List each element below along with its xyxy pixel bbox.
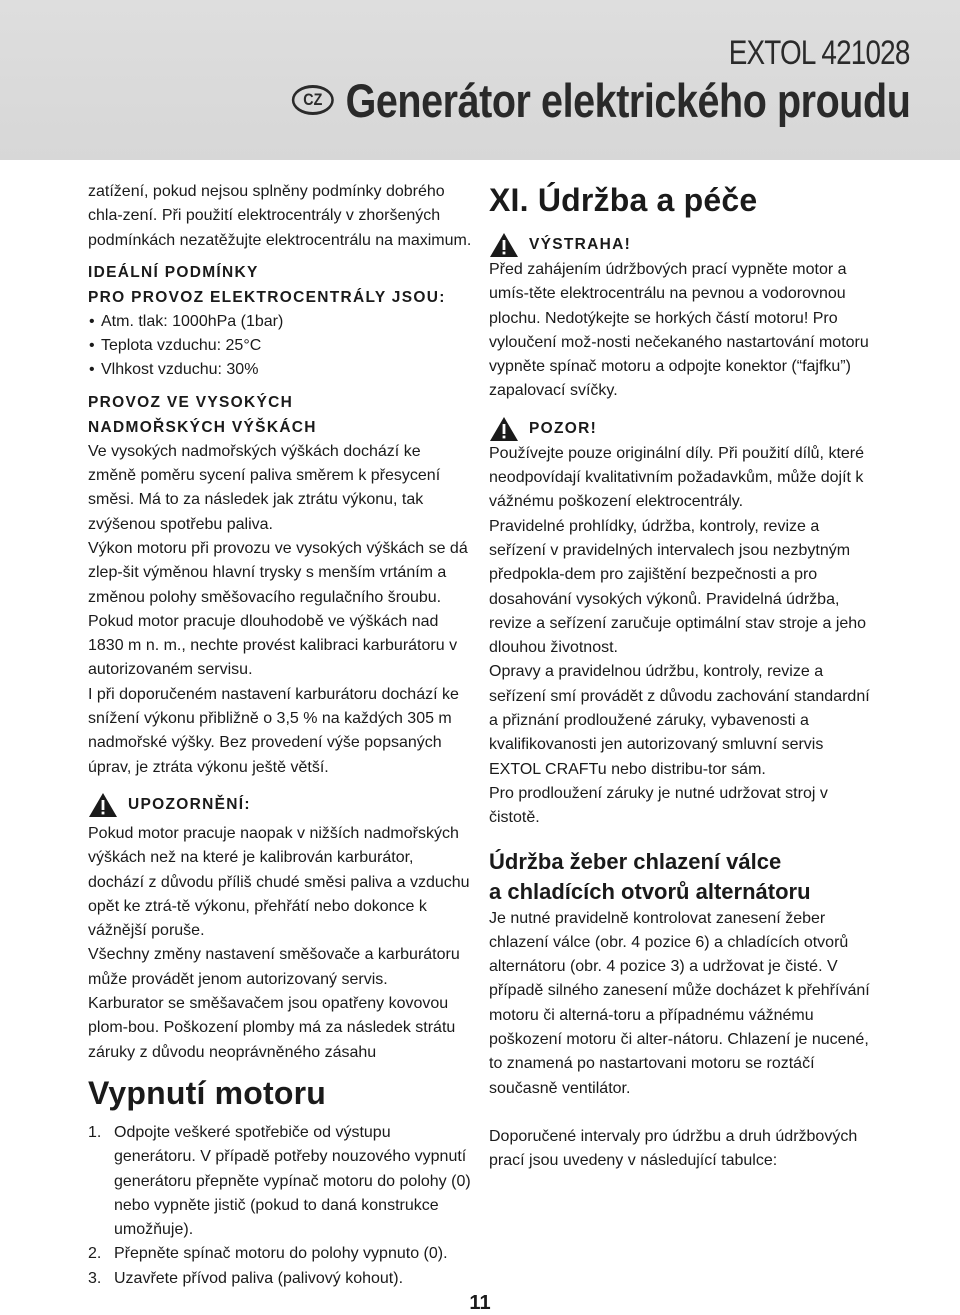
cooling-heading-line1: Údržba žeber chlazení válce: [489, 848, 782, 874]
altitude-paragraph-2: Výkon motoru při provozu ve vysokých výškách se dá zlep-šit výměnou hlavní trysky s menším vrtáním a změnou polohy směšovacího regulačního šroubu. Pokud motor pracuje dlouhodobě ve výškách nad 1830 m n. m., nechte provést kalibraci karburátoru v autorizovaném servisu.: [88, 539, 468, 679]
ideal-conditions-heading-line1: IDEÁLNÍ PODMÍNKY: [88, 263, 259, 281]
warning-triangle-icon: [489, 416, 519, 442]
danger-paragraph: Před zahájením údržbových prací vypněte motor a umís-těte elektrocentrálu na pevnou a vodorovnou plochu. Nedotýkejte se horkých částí motoru! Pro vyloučení mož-nosti nečekaného nastartování motoru vypněte spínač motoru a odpojte konektor (“fajfku”) zapalovací svíčky.: [489, 261, 869, 400]
intro-paragraph: zatížení, pokud nejsou splněny podmínky dobrého chla-zení. Při použití elektrocentrály v zhoršených podmínkách nezatěžujte elektrocentrálu na maximum.: [88, 183, 472, 249]
warning-paragraph-2: Všechny změny nastavení směšovače a karburátoru může provádět jenom autorizovaný servis.: [88, 946, 460, 988]
language-badge: CZ: [291, 85, 333, 115]
list-item: • Atm. tlak: 1000hPa (1bar): [89, 312, 284, 330]
warning-triangle-icon: [88, 792, 118, 818]
list-item: • Vlhkost vzduchu: 30%: [89, 361, 259, 379]
danger-header: [489, 232, 874, 258]
page-header: [0, 0, 960, 160]
warning-triangle-icon: [489, 232, 519, 258]
caution-paragraph-3: Opravy a pravidelnou údržbu, kontroly, revize a seřízení smí provádět z důvodu zachování standardní a přiznání prodloužené záruky, vybavenosti a kvalifikovanosti jen autorizovaný smluvní servis EXTOL CRAFTu nebo distribu-tor sám.: [489, 663, 870, 778]
maintenance-heading: XI. Údržba a péče: [489, 182, 758, 218]
model-number: EXTOL 421028: [729, 34, 910, 72]
altitude-heading-line2: NADMOŘSKÝCH VÝŠKÁCH: [88, 418, 317, 436]
warning-paragraph-3: Karburator se směšavačem jsou opatřeny kovovou plom-bou. Poškození plomby má za následek strátu záruky z důvodu neoprávněného zásahu: [88, 995, 456, 1061]
shutdown-steps: [88, 1121, 472, 1291]
intervals-paragraph: Doporučené intervaly pro údržbu a druh údržbových prací jsou uvedeny v následující tabulce:: [489, 1127, 858, 1170]
cooling-paragraph: Je nutné pravidelně kontrolovat zanesení žeber chlazení válce (obr. 4 pozice 6) a chladících otvorů alternátoru (obr. 4 pozice 3) a udržovat je čisté. V případě silného zanesení může docházet k přehřívání motoru či alterná-toru a případnému vážnému poškození motoru či alter-nátoru. Chlazení je nucené, to znamená po nastartovani motoru se roztáčí současně ventilátor.: [489, 909, 870, 1097]
altitude-paragraph-3: I při doporučeném nastavení karburátoru dochází ke snížení výkonu přibližně o 3,5 % na každých 305 m nadmořské výšky. Bez provedení výše popsaných úprav, je ztráta výkonu ještě větší.: [88, 685, 459, 776]
ideal-conditions-heading-line2: PRO PROVOZ ELEKTROCENTRÁLY JSOU:: [88, 288, 446, 306]
list-item: 2. Přepněte spínač motoru do polohy vypnuto (0).: [88, 1245, 448, 1263]
cooling-heading-line2: a chladících otvorů alternátoru: [489, 878, 811, 904]
caution-header: [489, 416, 874, 442]
caution-paragraph-1: Používejte pouze originální díly. Při použití dílů, které neodpovídají kvalitativním požadavkům, může dojít k vážnému poškození elektrocentrály.: [489, 444, 865, 511]
right-column: [489, 180, 874, 1174]
list-item: 3. Uzavřete přívod paliva (palivový kohout).: [88, 1269, 404, 1287]
altitude-paragraph-1: Ve vysokých nadmořských výškách dochází ke změně poměru sycení paliva směrem k přesycení směsi. Má to za následek jak ztrátu výkonu, tak zvýšenou spotřebu paliva.: [88, 442, 441, 533]
caution-paragraph-2: Pravidelné prohlídky, údržba, kontroly, revize a seřízení v pravidelných intervalech jsou nezbytným předpokla-dem pro zajištění bezpečnosti a pro dosahování vysokých výkonů. Pravidelná údržba, revize a seřízení zaručuje optimální stav stroje a jeho dlouhou životnost.: [489, 517, 867, 657]
altitude-heading-line1: PROVOZ VE VYSOKÝCH: [88, 393, 294, 411]
page-number: 11: [469, 1292, 491, 1314]
warning-paragraph-1: Pokud motor pracuje naopak v nižších nadmořských výškách než na které je kalibrován karburátor, dochází z důvodu příliš chudé směsi paliva a vzduchu opět ke ztrá-tě výkonu, přehřátí nebo dokonce k vážnější poruše.: [88, 824, 470, 940]
warning-label: UPOZORNĚNÍ:: [128, 795, 251, 813]
list-item: 1. Odpojte veškeré spotřebiče od výstupu generátoru. V případě potřeby nouzového vypnutí generátoru přepněte vypínač motoru do polohy (0) nebo vypněte jistič (pokud to daná konstrukce umožňuje).: [88, 1123, 471, 1239]
title-row: [291, 72, 910, 128]
caution-paragraph-4: Pro prodloužení záruky je nutné udržovat stroj v čistotě.: [489, 784, 828, 827]
warning-header: [88, 792, 472, 818]
shutdown-heading: Vypnutí motoru: [88, 1074, 327, 1111]
danger-label: VÝSTRAHA!: [529, 236, 632, 253]
caution-label: POZOR!: [529, 419, 598, 437]
ideal-conditions-list: [88, 310, 472, 383]
page-title: Generátor elektrického proudu: [345, 73, 910, 127]
left-column: [88, 180, 472, 1291]
list-item: • Teplota vzduchu: 25°C: [89, 337, 262, 355]
